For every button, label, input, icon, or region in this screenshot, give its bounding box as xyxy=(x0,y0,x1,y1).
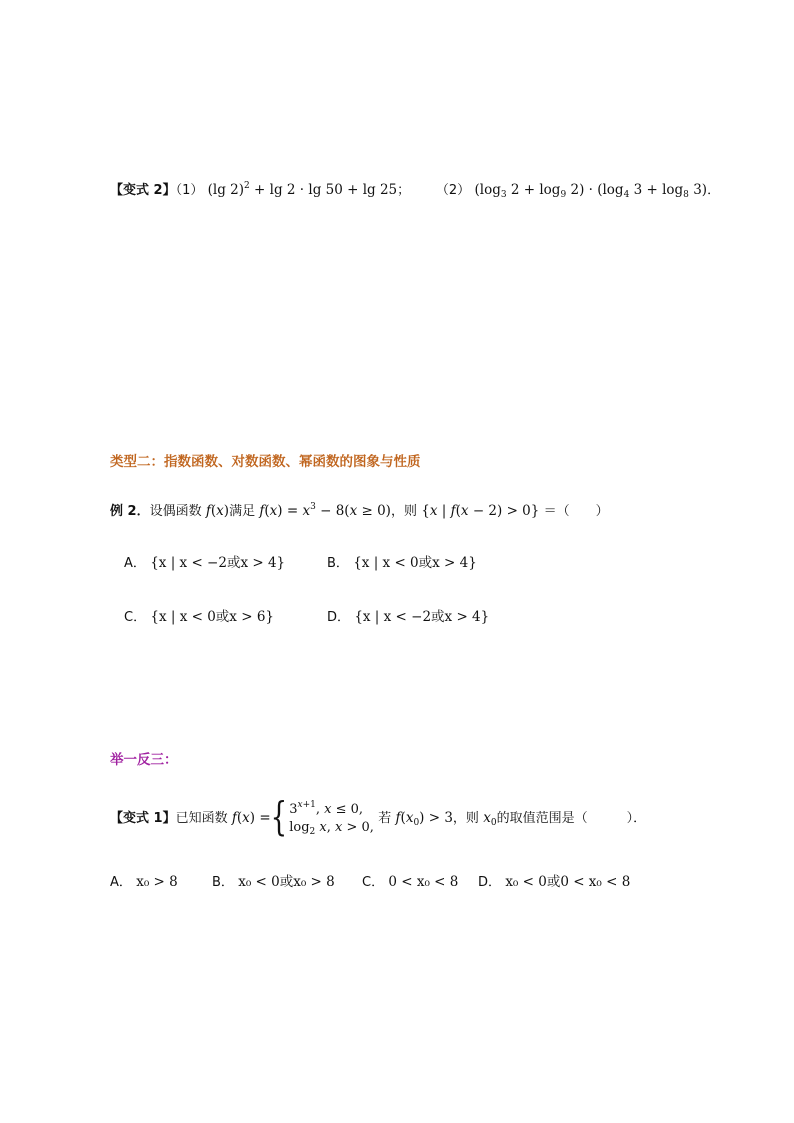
option-c-label: C． xyxy=(124,610,147,625)
variant2-tag: 【变式 2】 xyxy=(110,183,176,198)
example2-option-c[interactable] xyxy=(124,607,274,628)
option-d-text: {x | x < −2或x > 4} xyxy=(354,609,490,625)
variant1-text1: 已知函数 xyxy=(175,811,228,826)
variant2-end: ． xyxy=(707,183,721,198)
option-b-label: B． xyxy=(327,556,349,571)
example2-option-d[interactable] xyxy=(327,607,489,628)
v1-option-c-text: 0 < x₀ < 8 xyxy=(388,874,459,890)
variant1-tag: 【变式 1】 xyxy=(110,811,176,826)
example2-label: 例 2． xyxy=(110,504,150,519)
variant1-line xyxy=(110,796,646,843)
section2-heading: 类型二：指数函数、对数函数、幂函数的图象与性质 xyxy=(110,454,421,470)
example2-def: $f(x) = x^3 - 8(x \ge 0)$ xyxy=(259,502,391,519)
variant1-option-c[interactable] xyxy=(362,872,458,893)
example2-option-a[interactable] xyxy=(124,553,285,574)
variant2-line xyxy=(110,176,720,205)
piecewise-case-2: $\log_2 x$, x > 0, xyxy=(289,820,374,837)
variant1-x0: $x_0$ xyxy=(483,810,497,828)
v1-option-a-text: x₀ > 8 xyxy=(136,874,178,890)
example2-set: {x | f(x − 2) > 0} xyxy=(421,503,540,519)
piecewise-cases xyxy=(289,796,374,841)
practice-heading: 举一反三： xyxy=(110,752,178,768)
v1-option-d-text: x₀ < 0或0 < x₀ < 8 xyxy=(505,874,631,890)
variant1-option-a[interactable] xyxy=(110,872,178,893)
variant1-text3: ，则 xyxy=(452,811,479,826)
variant2-part1-expr: (lg 2)$^2$ + lg 2 · lg 50 + lg 25 xyxy=(207,181,398,198)
variant1-option-b[interactable] xyxy=(212,872,335,893)
v1-option-c-label: C． xyxy=(362,875,385,890)
variant1-option-d[interactable] xyxy=(478,872,630,893)
option-a-text: {x | x < −2或x > 4} xyxy=(150,555,286,571)
v1-option-b-label: B． xyxy=(212,875,234,890)
piecewise-case-1: $3^{x+1}$, x ≤ 0, xyxy=(289,800,364,817)
v1-option-a-label: A． xyxy=(110,875,132,890)
example2-text3: ，则 xyxy=(390,504,417,519)
example2-line xyxy=(110,497,609,522)
piecewise-brace: { xyxy=(270,795,288,841)
variant2-sep: ； xyxy=(397,183,411,198)
example2-text2: 满足 xyxy=(229,504,256,519)
v1-option-b-text: x₀ < 0或x₀ > 8 xyxy=(238,874,335,890)
example2-option-b[interactable] xyxy=(327,553,477,574)
variant1-fx: f(x) = xyxy=(231,810,271,826)
example2-text4: ＝（ ） xyxy=(543,504,609,519)
variant1-text2: 若 xyxy=(378,811,392,826)
example2-text1: 设偶函数 xyxy=(149,504,202,519)
option-a-label: A． xyxy=(124,556,146,571)
example2-fx: f(x) xyxy=(205,503,230,519)
variant2-part1-label: （1） xyxy=(175,183,204,198)
v1-option-d-label: D． xyxy=(478,875,502,890)
variant1-cond: $f(x_0) > 3$ xyxy=(395,810,453,828)
variant2-part2-expr: ($\log_3$ $2 + \log_9 2) \cdot (\log_4$ $3 + \log_8 3$) xyxy=(474,182,708,200)
option-c-text: {x | x < 0或x > 6} xyxy=(150,609,274,625)
variant1-text4: 的取值范围是（ ）． xyxy=(496,811,647,826)
option-b-text: {x | x < 0或x > 4} xyxy=(353,555,477,571)
variant2-part2-label: （2） xyxy=(435,183,471,198)
option-d-label: D． xyxy=(327,610,351,625)
